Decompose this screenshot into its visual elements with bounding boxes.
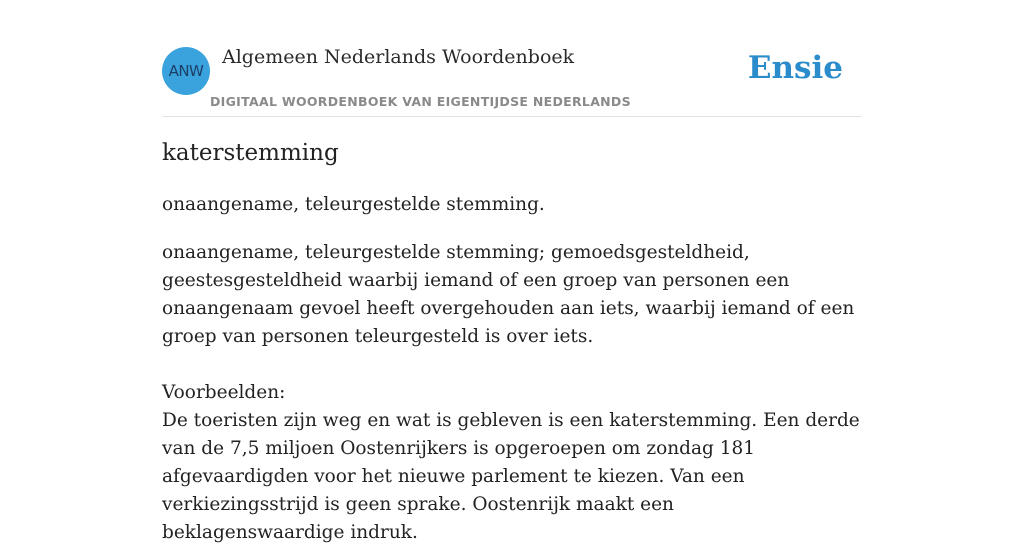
long-definition: onaangename, teleurgestelde stemming; gemoedsgesteldheid, geestesgesteldheid waarbij iemand of een groep van personen een onaangenaam gevoel heeft overgehouden aan iets, waarbij iemand of een groep van personen teleurgesteld is over iets. xyxy=(162,242,855,347)
examples-text: De toeristen zijn weg en wat is gebleven is een katerstemming. Een derde van de 7,5 miljoen Oostenrijkers is opgeroepen om zondag 181 afgevaardigden voor het nieuwe parlement te kiezen. Van een verkiezingsstrijd is geen sprake. Oostenrijk maakt een beklagenswaardige indruk. xyxy=(162,410,860,543)
examples-section xyxy=(162,379,862,547)
entry-headword: katerstemming xyxy=(162,140,339,166)
site-title[interactable]: Algemeen Nederlands Woordenboek xyxy=(222,46,575,68)
page xyxy=(162,0,862,543)
site-header xyxy=(162,0,862,117)
anw-logo[interactable]: ANW xyxy=(162,47,210,95)
site-tagline: DIGITAAL WOORDENBOEK VAN EIGENTIJDSE NEDERLANDS xyxy=(210,94,631,109)
short-definition: onaangename, teleurgestelde stemming. xyxy=(162,194,545,215)
examples-label: Voorbeelden: xyxy=(162,382,286,403)
ensie-logo-link[interactable]: Ensie xyxy=(747,50,843,86)
